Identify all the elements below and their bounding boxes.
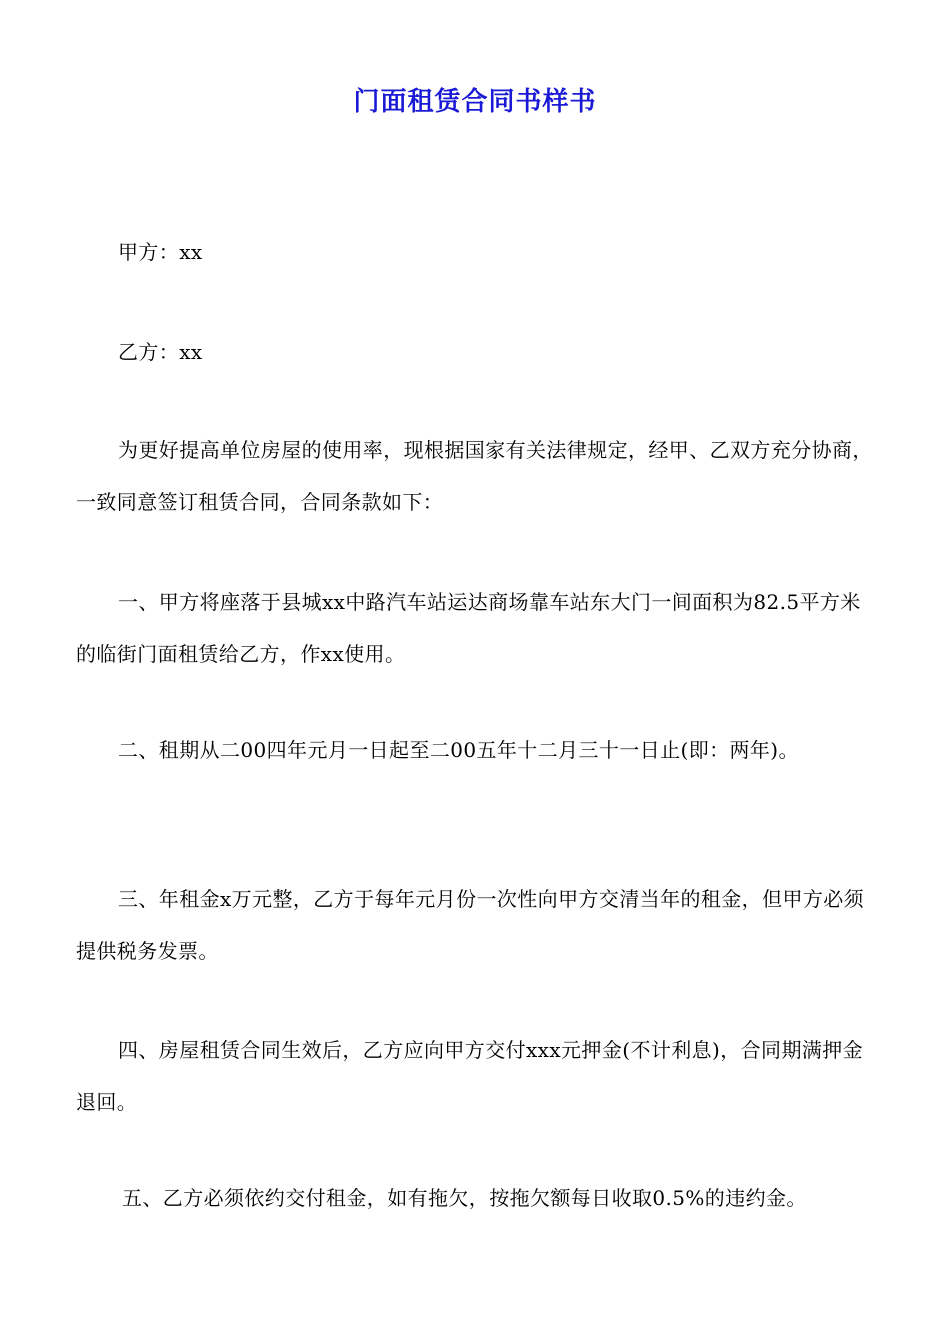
clause-5: 五、乙方必须依约交付租金，如有拖欠，按拖欠额每日收取0.5%的违约金。 <box>122 1186 807 1210</box>
party-b-line: 乙方：xx <box>118 340 203 364</box>
intro-paragraph: 为更好提高单位房屋的使用率，现根据国家有关法律规定，经甲、乙双方充分协商，一致同意签订租赁合同，合同条款如下： <box>76 438 873 514</box>
clause-3: 三、年租金x万元整，乙方于每年元月份一次性向甲方交清当年的租金，但甲方必须提供税务发票。 <box>76 887 865 963</box>
clause-2: 二、租期从二00四年元月一日起至二00五年十二月三十一日止(即：两年)。 <box>118 738 799 762</box>
party-a-line: 甲方：xx <box>118 240 203 264</box>
clause-4: 四、房屋租赁合同生效后，乙方应向甲方交付xxx元押金(不计利息)，合同期满押金退回。 <box>76 1038 864 1114</box>
document-title: 门面租赁合同书样书 <box>353 87 597 117</box>
clause-1: 一、甲方将座落于县城xx中路汽车站运达商场靠车站东大门一间面积为82.5平方米的临街门面租赁给乙方，作xx使用。 <box>76 590 861 666</box>
